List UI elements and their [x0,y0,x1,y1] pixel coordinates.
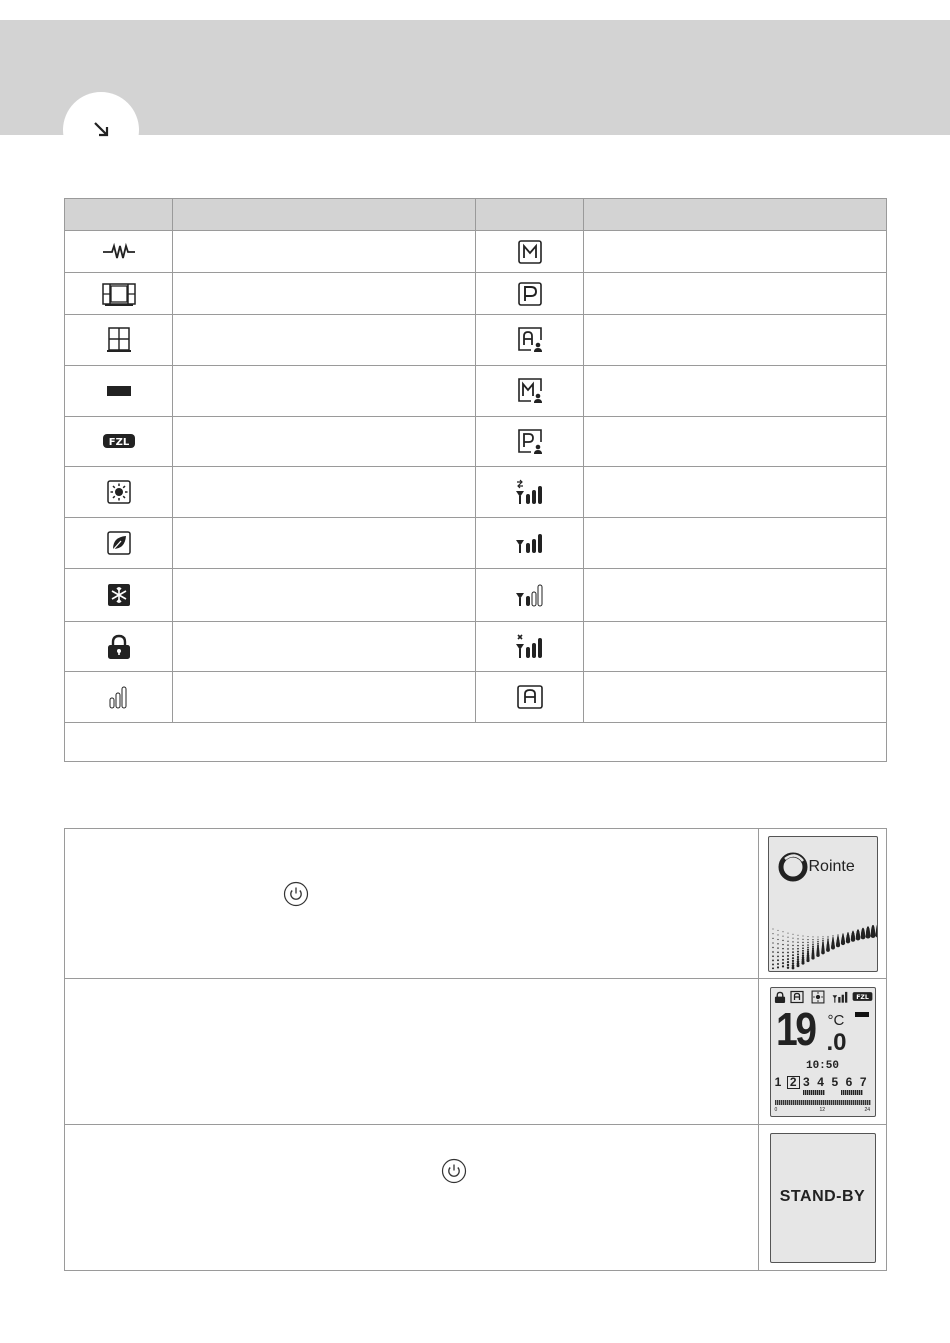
wave-dot [835,943,839,947]
weekday-row [773,1076,873,1090]
screen-cell [759,829,887,979]
wave-dot [787,951,789,953]
weekday-5: 5 [831,1074,839,1089]
step-row [65,979,887,1125]
svg-text:FZL: FZL [855,993,869,1001]
wave-dot [787,954,789,956]
wave-dot [807,944,809,946]
timeline-tick [867,1100,868,1105]
table-row [65,569,887,622]
timeline-tick [835,1100,836,1105]
wave-dot [792,933,793,934]
icon-description [584,467,887,518]
timeline-tick [799,1100,800,1105]
timeline-tick [803,1100,804,1105]
timeline-tick [857,1100,858,1105]
timeline-tick [853,1100,854,1105]
icon-table [64,198,887,762]
signal-low-icon [515,582,545,608]
program-bar-tick [819,1090,820,1095]
wave-dot [781,962,783,964]
icon-description [584,231,887,273]
wave-dot [782,951,784,953]
icon-cell [476,366,584,417]
icon-description [173,417,476,467]
header-band [0,20,950,135]
clock-time: 10:50 [805,1059,839,1072]
icon-description [584,273,887,315]
icon-description [584,417,887,467]
wave-dot [782,955,784,957]
scale-label-24: 24 [864,1106,871,1113]
standby-label: STAND-BY [779,1187,866,1205]
wave-dot [816,953,819,956]
wave-dot [865,933,870,938]
day-timeline [775,1100,873,1106]
wave-dot [777,955,779,957]
wave-dot [801,961,804,964]
temperature-integer: 19 [775,1002,814,1055]
program-bar-tick [849,1090,850,1095]
timeline-tick [851,1100,852,1105]
icon-description [584,569,887,622]
timeline-tick [865,1100,866,1105]
timeline-tick [789,1100,790,1105]
wave-dot [792,937,793,938]
program-bar-tick [861,1090,862,1095]
table-row [65,672,887,723]
timeline-tick [783,1100,784,1105]
wave-dot [796,953,798,955]
timeline-tick [817,1100,818,1105]
wave-dot [797,938,798,939]
weekday-6: 6 [845,1074,853,1089]
power-icon[interactable] [441,1158,467,1184]
wave-dot [827,935,828,936]
wave-dot [792,941,793,942]
wave-dot [772,933,773,934]
program-bar-tick [853,1090,854,1095]
wave-dot [802,949,804,951]
wave-dot [812,943,814,945]
wave-dot [807,946,809,948]
wave-dot [817,942,819,944]
icon-cell [65,622,173,672]
header-cell [584,199,887,231]
wave-dot [850,937,854,941]
wave-dot [787,932,788,933]
wave-dot [772,967,774,969]
signal-empty-icon [108,684,130,710]
timeline-tick [807,1100,808,1105]
signal-sync-icon [515,478,545,506]
signal-full-icon [515,531,545,555]
timeline-tick [821,1100,822,1105]
wave-dot [772,937,773,938]
steps-table [64,828,887,1271]
icon-description [173,622,476,672]
program-bar-tick [813,1090,814,1095]
wave-dot [782,931,783,932]
wave-dot [870,932,875,937]
wave-dot [796,958,798,960]
wave-dot [817,936,818,937]
program-bar-tick [843,1090,844,1095]
timeline-tick [833,1100,834,1105]
wave-dot [782,939,783,940]
svg-text:FZL: FZL [108,437,129,449]
mode-a-icon [516,684,544,710]
program-bar-tick [817,1090,818,1095]
wave-dot [772,959,774,961]
timeline-tick [809,1100,810,1105]
timeline-tick [831,1100,832,1105]
wave-dot [786,966,788,968]
window-open-icon [101,281,137,307]
wave-dot [807,936,808,937]
wave-dot [782,947,784,949]
wave-dot [792,954,794,956]
timeline-tick [829,1100,830,1105]
wave-dot [802,944,804,946]
timeline-tick [841,1100,842,1105]
timeline-tick [781,1100,782,1105]
program-bar-tick [809,1090,810,1095]
wave-dot [777,959,779,961]
wave-dot [837,934,838,935]
icon-description [173,366,476,417]
screen-cell [759,979,887,1125]
table-row [65,622,887,672]
wave-dot [817,938,818,939]
temperature-unit: °C [827,1011,845,1029]
icon-cell [65,672,173,723]
wave-dot [807,948,809,950]
wave-dot [827,937,828,938]
heating-resistance-icon [101,242,137,262]
table-row [65,315,887,366]
icon-cell [476,417,584,467]
icon-description [173,518,476,569]
program-bars [775,1090,873,1096]
wave-dot [832,936,833,937]
wave-dot [792,951,794,953]
arrow-down-right-icon [88,116,114,142]
icon-cell [65,231,173,273]
wave-dot [777,943,778,944]
icon-description [584,672,887,723]
wave-dot [832,935,833,936]
wave-dot [797,941,798,942]
wave-dot [777,951,779,953]
header-cell [476,199,584,231]
wave-dot [802,947,804,949]
weekday-7: 7 [859,1074,867,1089]
icon-table-header [65,199,887,231]
wave-dot [822,939,823,940]
wave-dot [777,962,779,964]
wave-dot [777,929,778,930]
wave-dot [812,945,814,947]
wave-dot [807,938,808,939]
program-bar-tick [803,1090,804,1095]
icon-cell [476,622,584,672]
fzl-icon [852,991,873,1002]
header-cell [65,199,173,231]
program-bar-tick [857,1090,858,1095]
wave-dot [796,964,799,967]
icon-description [584,622,887,672]
wave-dot [811,956,814,959]
wave-dot [797,950,799,952]
timeline-tick [813,1100,814,1105]
temperature-decimal: .0 [826,1028,847,1056]
lock-icon [106,633,132,661]
wave-dot [772,942,773,943]
sun-comfort-icon [106,479,132,505]
wave-dot [772,963,774,965]
program-bar-tick [859,1090,860,1095]
wave-dot [782,943,783,944]
timeline-tick [797,1100,798,1105]
icon-description [173,273,476,315]
wave-dot [797,934,798,935]
table-row [65,231,887,273]
weekday-3: 3 [803,1074,810,1089]
timeline-tick [785,1100,786,1105]
program-bar-tick [805,1090,806,1095]
timeline-tick [805,1100,806,1105]
icon-description [584,518,887,569]
wave-dot [777,938,778,939]
mode-p-icon [517,281,543,307]
timeline-tick [861,1100,862,1105]
wave-dot [791,966,794,969]
wave-dot [787,948,789,950]
wave-dot [777,934,778,935]
icon-description [584,366,887,417]
bar-icon [106,385,132,397]
timeline-tick [863,1100,864,1105]
step-text-cell [65,979,759,1125]
wave-dot [791,959,793,961]
wave-dot [772,928,773,929]
sun-comfort-icon [811,990,825,1004]
mode-p-user-icon [516,428,544,456]
program-bar-tick [807,1090,808,1095]
wave-dot [822,938,823,939]
wave-dot [822,936,823,937]
icon-cell [476,467,584,518]
wave-dot [772,955,774,957]
wave-dot [812,938,813,939]
program-bar-tick [855,1090,856,1095]
wave-dot [802,941,803,942]
scale-label-0: 0 [774,1106,778,1113]
icon-cell [65,366,173,417]
wave-dot [776,966,778,968]
timeline-tick [823,1100,824,1105]
icon-cell [65,273,173,315]
wave-dot [796,955,798,957]
timeline-tick [811,1100,812,1105]
icon-cell [65,467,173,518]
wave-dot [855,935,860,940]
step-text-cell [65,1125,759,1271]
timeline-tick [815,1100,816,1105]
timeline-tick [819,1100,820,1105]
step-text-cell [65,829,759,979]
timeline-tick [777,1100,778,1105]
heating-bar [855,1012,869,1017]
timeline-tick [845,1100,846,1105]
wave-dot [812,936,813,937]
icon-description [173,231,476,273]
step-row [65,829,887,979]
timeline-tick [825,1100,826,1105]
wave-dot [812,941,813,942]
icon-cell [476,672,584,723]
timeline-tick [839,1100,840,1105]
icon-cell [476,315,584,366]
snowflake-antifrost-icon [106,582,132,608]
wave-dot [786,963,788,965]
wave-dot [791,962,793,964]
timeline-tick [843,1100,844,1105]
table-footer-row [65,723,887,762]
screen-cell [759,1125,887,1271]
icon-cell [476,273,584,315]
wave-dot [826,948,830,952]
wave-dot [840,940,844,944]
header-cell [173,199,476,231]
icon-description [173,315,476,366]
step-row [65,1125,887,1271]
wave-dot [821,950,825,954]
timeline-tick [837,1100,838,1105]
program-bar-tick [851,1090,852,1095]
wave-dot [786,961,788,963]
icon-cell [476,231,584,273]
program-bar-tick [823,1090,824,1095]
table-row [65,518,887,569]
program-bar-tick [815,1090,816,1095]
wave-dot [791,957,793,959]
timeline-tick [855,1100,856,1105]
wave-dot [787,944,788,945]
program-bar-tick [821,1090,822,1095]
wave-dot [792,948,794,950]
wave-dot [831,945,835,949]
icon-description [173,672,476,723]
timeline-tick [775,1100,776,1105]
signal-full-icon [832,990,849,1004]
icon-cell [476,569,584,622]
icon-cell [65,315,173,366]
wave-dot [781,965,783,967]
icon-cell [476,518,584,569]
wave-dot [792,944,793,945]
table-note [65,723,887,762]
timeline-tick [795,1100,796,1105]
weekday-4: 4 [817,1074,824,1089]
timeline-tick [793,1100,794,1105]
table-row [65,273,887,315]
timeline-tick [859,1100,860,1105]
table-row [65,417,887,467]
wave-dot [797,944,799,946]
fzl-icon [102,433,136,449]
timeline-tick [787,1100,788,1105]
wave-dot [787,936,788,937]
wave-dot [807,941,808,942]
wave-dot [801,952,803,954]
mode-a-user-icon [516,326,544,354]
wave-dot [772,951,774,953]
mode-m-user-icon [516,377,544,405]
wave-dot [782,958,784,960]
display-standby-screen [770,1133,876,1263]
timeline-tick [849,1100,850,1105]
timeline-tick [779,1100,780,1105]
table-row [65,467,887,518]
leaf-eco-icon [106,530,132,556]
weekday-2: 2 [787,1076,800,1089]
timeline-tick [869,1100,870,1105]
wave-dot [777,947,778,948]
icon-cell [65,518,173,569]
window-closed-icon [106,326,132,354]
brand-name: Rointe [808,857,855,875]
mode-a-icon [790,990,804,1004]
timeline-tick [847,1100,848,1105]
scale-label-12: 12 [819,1106,826,1113]
icon-description [173,569,476,622]
wave-dot [817,940,818,941]
wave-dot [806,958,809,961]
program-bar-tick [811,1090,812,1095]
icon-cell [65,569,173,622]
program-bar-tick [847,1090,848,1095]
icon-cell [65,417,173,467]
timeline-tick [827,1100,828,1105]
timeline-tick [791,1100,792,1105]
wave-dot [801,954,803,956]
weekday-1: 1 [774,1074,782,1089]
table-row [65,366,887,417]
program-bar-tick [845,1090,846,1095]
wave-dot [797,947,799,949]
display-logo-screen [768,836,878,972]
wave-dot [787,940,788,941]
display-main-screen [770,987,876,1117]
power-icon[interactable] [283,881,309,907]
wave-dot [802,935,803,936]
timeline-tick [801,1100,802,1105]
program-bar-tick [841,1090,842,1095]
wave-dot [786,958,788,960]
wave-dot [772,946,773,947]
icon-description [173,467,476,518]
wave-dot [802,938,803,939]
signal-error-icon [515,633,545,661]
wave-dot [782,935,783,936]
wave-dot [860,934,865,939]
icon-description [584,315,887,366]
mode-m-icon [517,239,543,265]
wave-dot [845,939,849,943]
